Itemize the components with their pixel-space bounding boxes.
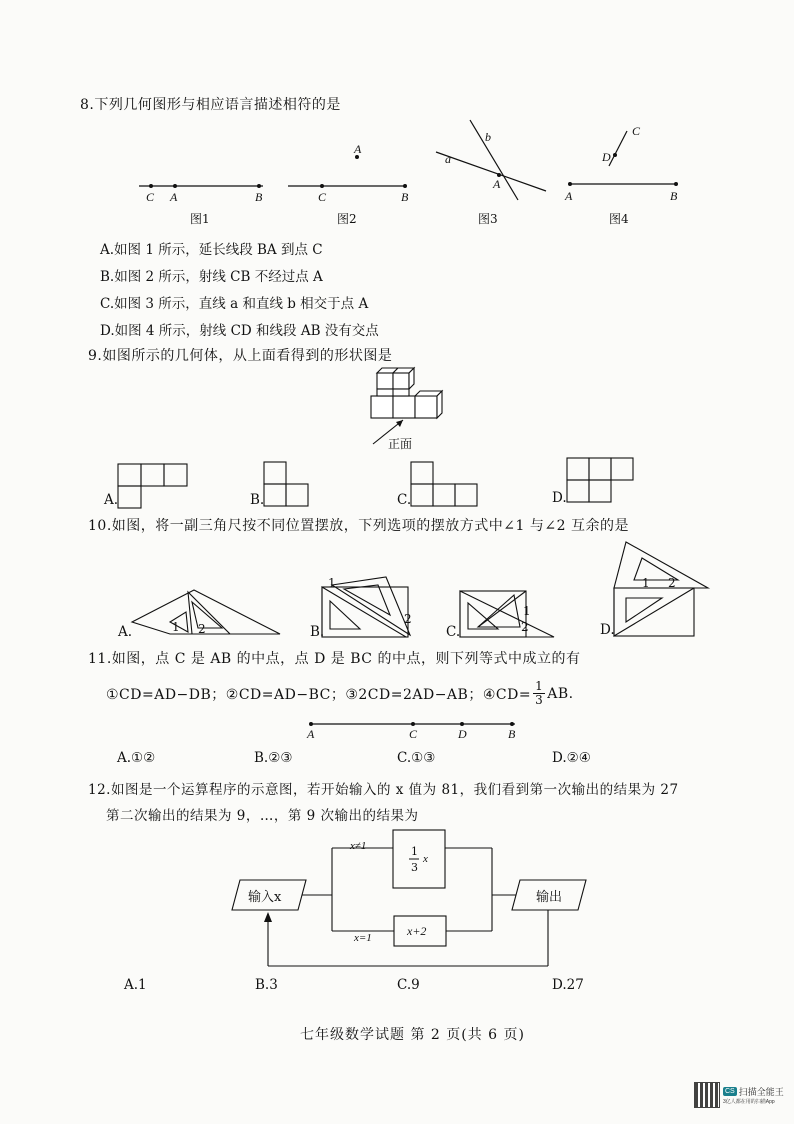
- q8-f1-label-c: C: [146, 190, 155, 204]
- page-footer: 七年级数学试题 第 2 页(共 6 页): [300, 1027, 525, 1043]
- q12-cond-bottom: x=1: [354, 932, 372, 944]
- q11-equations: ①CD=AD−DB；②CD=AD−BC；③2CD=2AD−AB；④CD=: [106, 686, 532, 703]
- q8-option-b: B.如图 2 所示，射线 CB 不经过点 A: [100, 269, 323, 285]
- q9-option-c-shape: [411, 460, 486, 510]
- q11-eq-tail: AB.: [547, 685, 574, 702]
- q9-option-d-letter: D.: [552, 490, 567, 506]
- q11-label-a: A: [307, 727, 315, 741]
- q8-f2-label-c: C: [318, 190, 327, 204]
- q8-caption-4: 图4: [609, 212, 629, 226]
- q11-stem: 11.如图，点 C 是 AB 的中点，点 D 是 BC 的中点，则下列等式中成立的有: [88, 651, 581, 667]
- q8-f4-label-d: D: [602, 150, 611, 164]
- q9-option-b-shape: [264, 460, 319, 510]
- scanner-badge: [694, 1082, 790, 1108]
- q8-option-d: D.如图 4 所示，射线 CD 和线段 AB 没有交点: [100, 323, 379, 339]
- q8-option-a: A.如图 1 所示，延长线段 BA 到点 C: [100, 242, 323, 258]
- q12-op-top-num: 1: [411, 845, 418, 858]
- q11-option-a: A.①②: [117, 750, 156, 766]
- q12-option-a: A.1: [124, 977, 147, 993]
- q8-f2-label-a: A: [354, 142, 362, 156]
- q12-cond-top: x≠1: [350, 840, 367, 852]
- scanner-app-icon: CS: [725, 1088, 735, 1095]
- scanner-title: 扫描全能王: [738, 1087, 784, 1097]
- q12-output-label: 输出: [536, 890, 563, 905]
- q10-option-c-letter: C.: [446, 624, 461, 640]
- q9-option-a-shape: [118, 462, 193, 512]
- q12-option-d: D.27: [552, 977, 584, 993]
- scanner-badge-text: [723, 1085, 784, 1105]
- q10-b-angle-2: 2: [404, 612, 412, 626]
- q11-option-b: B.②③: [254, 750, 293, 766]
- q8-f3-label-a-line: a: [445, 152, 451, 166]
- q8-f1-label-b: B: [255, 190, 263, 204]
- q8-f2-label-b: B: [401, 190, 409, 204]
- q8-figure-1: [135, 175, 270, 215]
- q11-label-b: B: [508, 727, 516, 741]
- q8-stem: 8.下列几何图形与相应语言描述相符的是: [80, 97, 341, 113]
- q10-b-angle-1: 1: [328, 576, 336, 590]
- q11-equations-row: [106, 680, 574, 707]
- q10-stem: 10.如图，将一副三角尺按不同位置摆放，下列选项的摆放方式中∠1 与∠2 互余的是: [88, 518, 629, 534]
- q10-option-a-letter: A.: [118, 624, 133, 640]
- qr-code-icon: [694, 1082, 720, 1108]
- q11-label-c: C: [409, 727, 418, 741]
- q10-c-angle-2: 2: [521, 620, 529, 634]
- q10-option-d-letter: D.: [600, 622, 615, 638]
- q8-f3-label-b: b: [485, 130, 491, 144]
- q8-caption-1: 图1: [190, 212, 210, 226]
- q8-f4-label-b: B: [670, 189, 678, 203]
- q10-option-b-letter: B.: [310, 624, 325, 640]
- q8-option-c: C.如图 3 所示，直线 a 和直线 b 相交于点 A: [100, 296, 369, 312]
- q10-option-d-figure: [612, 540, 712, 640]
- q11-option-d: D.②④: [552, 750, 591, 766]
- q10-c-angle-1: 1: [523, 604, 531, 618]
- q10-a-angle-2: 2: [198, 622, 206, 636]
- q8-figure-4: [563, 125, 688, 195]
- q11-frac-num: 1: [535, 679, 544, 693]
- q12-op-top-var: x: [423, 853, 428, 865]
- q8-f4-label-a: A: [565, 189, 573, 203]
- q9-front-label: 正面: [388, 437, 413, 451]
- q8-caption-2: 图2: [337, 212, 357, 226]
- q12-op-bottom: x+2: [407, 924, 427, 938]
- q11-fraction: [533, 680, 545, 707]
- q11-option-c: C.①③: [397, 750, 436, 766]
- q9-option-d-shape: [567, 458, 642, 508]
- q9-option-a-letter: A.: [104, 492, 119, 508]
- q9-option-c-letter: C.: [397, 492, 412, 508]
- q11-frac-den: 3: [535, 693, 544, 707]
- q12-option-b: B.3: [255, 977, 278, 993]
- q12-stem-line1: 12.如图是一个运算程序的示意图，若开始输入的 x 值为 81，我们看到第一次输出的结果为 27: [88, 782, 679, 798]
- q10-d-angle-2: 2: [668, 576, 676, 590]
- q8-f1-label-a: A: [170, 190, 178, 204]
- q12-option-c: C.9: [397, 977, 420, 993]
- scanner-subtitle: 3亿人都在用的扫描App: [723, 1099, 775, 1105]
- q9-option-b-letter: B.: [250, 492, 265, 508]
- q12-stem-line2: 第二次输出的结果为 9，…，第 9 次输出的结果为: [106, 808, 419, 824]
- q10-d-angle-1: 1: [642, 576, 650, 590]
- q10-option-c-figure: [458, 583, 558, 641]
- q9-stem: 9.如图所示的几何体，从上面看得到的形状图是: [88, 348, 393, 364]
- q10-option-a-figure: [130, 582, 290, 642]
- q12-op-top-den: 3: [411, 861, 418, 874]
- q12-input-label: 输入x: [248, 890, 282, 905]
- q8-f4-label-c: C: [632, 124, 641, 138]
- q10-a-angle-1: 1: [172, 620, 180, 634]
- q8-figure-2: [285, 140, 415, 200]
- q8-caption-3: 图3: [478, 212, 498, 226]
- q8-f3-label-a-point: A: [493, 177, 501, 191]
- q11-label-d: D: [458, 727, 467, 741]
